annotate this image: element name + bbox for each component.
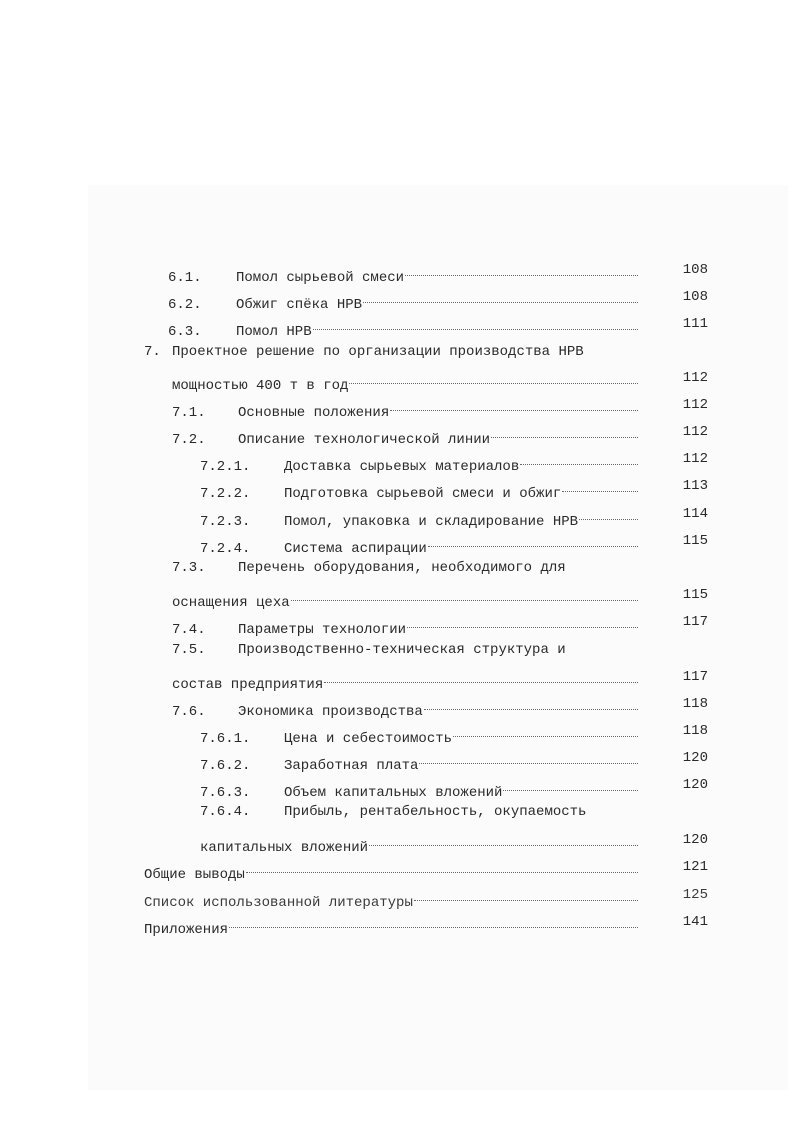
toc-entry-title-continuation: состав предприятия xyxy=(172,677,324,693)
toc-entry-page: 112 xyxy=(682,424,708,440)
toc-entry-number: 7.2. xyxy=(172,432,206,448)
dot-leader xyxy=(561,475,638,497)
toc-entry-title: Перечень оборудования, необходимого для xyxy=(238,560,566,576)
toc-entry-page: 120 xyxy=(682,750,708,766)
dot-leader xyxy=(578,503,638,525)
toc-entry-title-continuation: мощностью 400 т в год xyxy=(172,378,349,394)
toc-entry-appendices[interactable] xyxy=(144,911,638,938)
toc-entry-title-continuation: оснащения цеха xyxy=(172,595,290,611)
toc-entry-number: 7.6.4. xyxy=(200,804,251,820)
toc-entry-page: 115 xyxy=(682,587,708,603)
toc-entry-7-4[interactable] xyxy=(172,611,638,638)
toc-entry-7-6-1[interactable] xyxy=(200,720,638,747)
toc-entry-title: Подготовка сырьевой смеси и обжиг xyxy=(284,486,562,502)
toc-entry-number: 7. xyxy=(144,344,161,360)
dot-leader xyxy=(228,911,638,933)
toc-entry-title: Помол НРВ xyxy=(236,324,312,340)
toc-entry-page: 141 xyxy=(682,914,708,930)
dot-leader xyxy=(519,448,638,470)
toc-entry-7-6[interactable] xyxy=(172,693,638,720)
dot-leader xyxy=(406,611,638,633)
dot-leader xyxy=(418,747,638,769)
toc-entry-page: 118 xyxy=(682,723,708,739)
dot-leader xyxy=(423,693,638,715)
toc-entry-number: 6.2. xyxy=(168,297,202,313)
dot-leader xyxy=(245,856,638,878)
toc-entry-title: Список использованной литературы xyxy=(144,895,413,911)
dot-leader xyxy=(362,286,638,308)
toc-entry-number: 7.1. xyxy=(172,405,206,421)
toc-entry-7-2[interactable] xyxy=(172,421,638,448)
toc-entry-7-continuation[interactable] xyxy=(172,367,638,394)
toc-entry-7-5-continuation[interactable] xyxy=(172,666,638,693)
toc-entry-title: Основные положения xyxy=(238,405,390,421)
dot-leader xyxy=(502,774,638,796)
toc-entry-page: 117 xyxy=(682,614,708,630)
dot-leader xyxy=(452,720,638,742)
toc-entry-7-6-4-continuation[interactable] xyxy=(200,829,638,856)
dot-leader xyxy=(413,884,638,906)
toc-entry-7-6-2[interactable] xyxy=(200,747,638,774)
toc-entry-page: 114 xyxy=(682,506,708,522)
toc-entry-title: Описание технологической линии xyxy=(238,432,491,448)
toc-entry-title: Обжиг спёка НРВ xyxy=(236,297,363,313)
toc-entry-7-6-3[interactable] xyxy=(200,774,638,801)
toc-entry-title: Помол, упаковка и складирование НРВ xyxy=(284,514,579,530)
toc-entry-number: 7.6.2. xyxy=(200,758,251,774)
toc-entry-number: 7.2.1. xyxy=(200,459,251,475)
toc-entry-number: 7.4. xyxy=(172,622,206,638)
toc-entry-page: 118 xyxy=(682,696,708,712)
toc-entry-number: 7.6.3. xyxy=(200,785,251,801)
toc-entry-7-2-4[interactable] xyxy=(200,530,638,557)
dot-leader xyxy=(368,829,638,851)
toc-entry-title: Приложения xyxy=(144,922,229,938)
dot-leader xyxy=(389,394,638,416)
toc-entry-references[interactable] xyxy=(144,884,638,911)
toc-entry-6-2[interactable] xyxy=(168,286,638,313)
toc-entry-page: 113 xyxy=(682,478,708,494)
toc-entry-number: 7.2.3. xyxy=(200,514,251,530)
toc-entry-page: 111 xyxy=(682,316,708,332)
toc-entry-page: 108 xyxy=(682,262,708,278)
toc-entry-page: 117 xyxy=(682,669,708,685)
toc-entry-number: 7.5. xyxy=(172,642,206,658)
toc-entry-page: 112 xyxy=(682,397,708,413)
dot-leader xyxy=(427,530,638,552)
toc-entry-number: 7.3. xyxy=(172,560,206,576)
toc-entry-title-continuation: капитальных вложений xyxy=(200,840,369,856)
toc-entry-title: Производственно-техническая структура и xyxy=(238,642,566,658)
toc-entry-number: 6.3. xyxy=(168,324,202,340)
toc-entry-7-1[interactable] xyxy=(172,394,638,421)
toc-entry-title: Параметры технологии xyxy=(238,622,407,638)
toc-entry-7-5[interactable] xyxy=(172,639,708,661)
toc-entry-title: Помол сырьевой смеси xyxy=(236,270,405,286)
toc-entry-number: 7.6. xyxy=(172,704,206,720)
toc-entry-7-2-1[interactable] xyxy=(200,448,638,475)
toc-entry-number: 7.2.4. xyxy=(200,541,251,557)
toc-entry-page: 120 xyxy=(682,777,708,793)
toc-entry-page: 112 xyxy=(682,451,708,467)
toc-entry-title: Проектное решение по организации производства НРВ xyxy=(172,344,584,360)
toc-entry-title: Общие выводы xyxy=(144,867,245,883)
toc-entry-7-2-2[interactable] xyxy=(200,475,638,502)
toc-entry-page: 115 xyxy=(682,533,708,549)
toc-entry-title: Цена и себестоимость xyxy=(284,731,453,747)
toc-entry-conclusions[interactable] xyxy=(144,856,638,883)
dot-leader xyxy=(490,421,638,443)
toc-entry-6-1[interactable] xyxy=(168,259,638,286)
toc-entry-title: Объем капитальных вложений xyxy=(284,785,503,801)
toc-entry-7-3-continuation[interactable] xyxy=(172,584,638,611)
toc-entry-page: 121 xyxy=(682,859,708,875)
toc-entry-6-3[interactable] xyxy=(168,313,638,340)
toc-entry-title: Заработная плата xyxy=(284,758,419,774)
toc-entry-page: 108 xyxy=(682,289,708,305)
toc-entry-title: Прибыль, рентабельность, окупаемость xyxy=(284,804,587,820)
dot-leader xyxy=(323,666,638,688)
toc-entry-title: Экономика производства xyxy=(238,704,423,720)
dot-leader xyxy=(312,313,638,335)
toc-entry-title: Система аспирации xyxy=(284,541,427,557)
toc-entry-7[interactable] xyxy=(144,341,709,363)
toc-entry-page: 120 xyxy=(682,832,708,848)
toc-entry-page: 112 xyxy=(682,370,708,386)
toc-entry-7-3[interactable] xyxy=(172,557,708,579)
toc-entry-number: 7.6.1. xyxy=(200,731,251,747)
toc-entry-page: 125 xyxy=(682,887,708,903)
dot-leader xyxy=(348,367,638,389)
toc-entry-title: Доставка сырьевых материалов xyxy=(284,459,520,475)
toc-entry-number: 7.2.2. xyxy=(200,486,251,502)
toc-entry-number: 6.1. xyxy=(168,270,202,286)
toc-entry-7-2-3[interactable] xyxy=(200,503,638,530)
dot-leader xyxy=(290,584,638,606)
dot-leader xyxy=(404,259,638,281)
toc-entry-7-6-4[interactable] xyxy=(200,801,636,823)
